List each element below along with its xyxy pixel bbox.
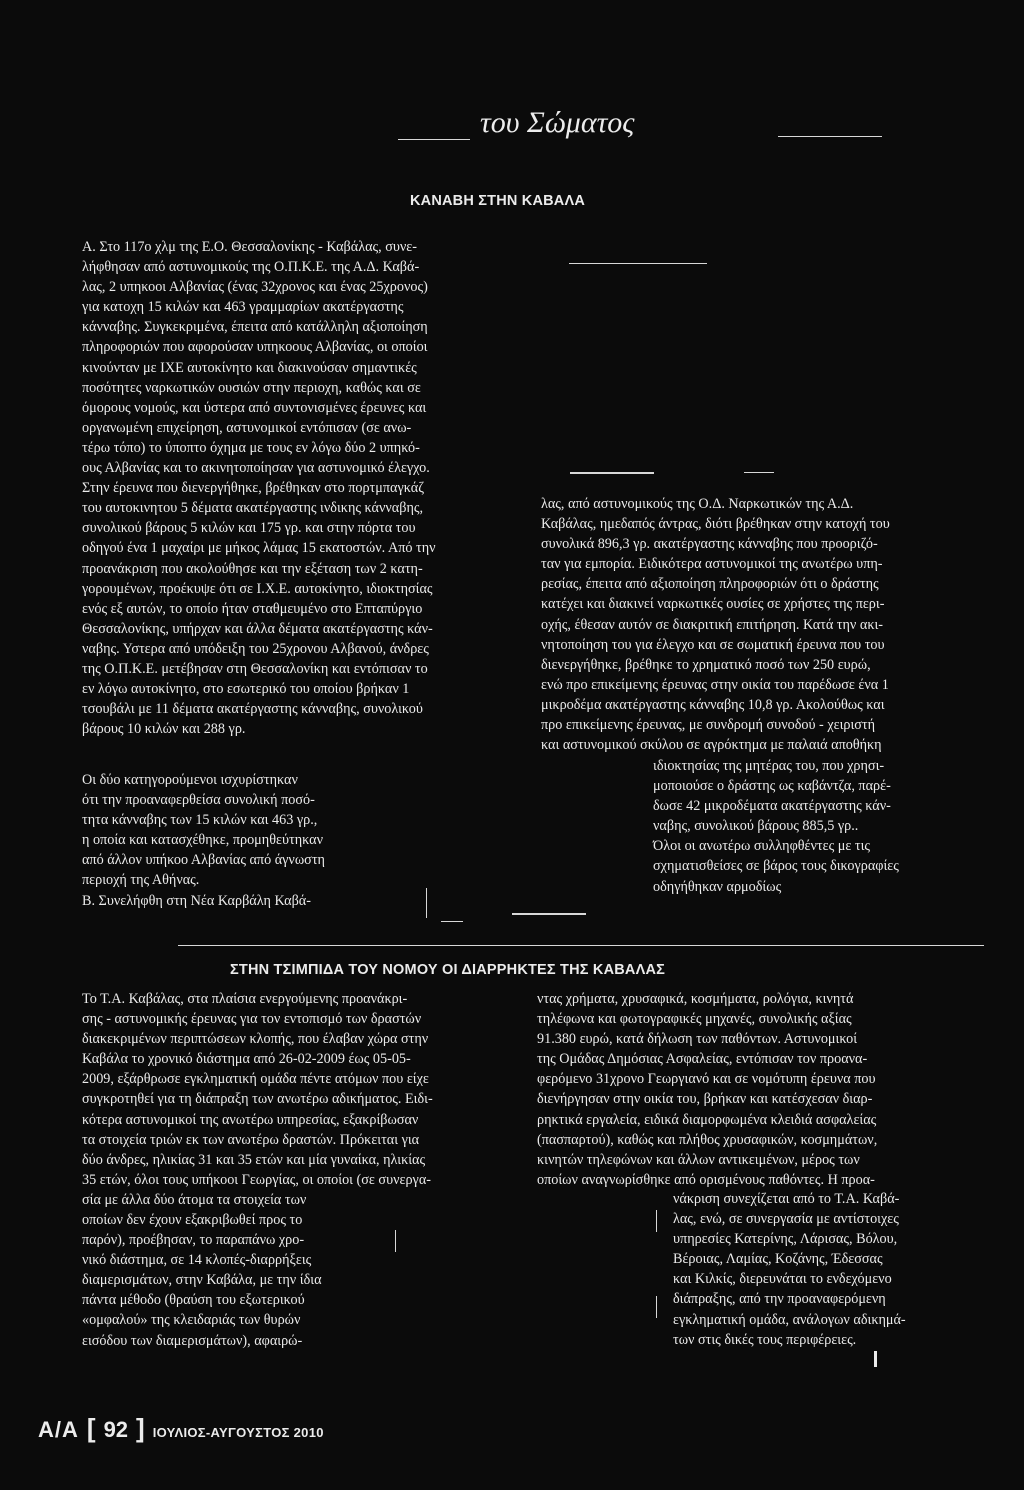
article1-end-rule-b	[441, 921, 463, 922]
text-line: νητοποίηση του για έλεγχο και σε σωματική έρευνα που του	[541, 636, 885, 653]
text-line: φερόμενο 31χρονο Γεωργιανό και σε νομότυπη έρευνα που	[537, 1071, 876, 1088]
footer-page-number: 92	[103, 1417, 129, 1442]
text-line: δύο άνδρες, ηλικίας 31 και 35 ετών και μία γυναίκα, ηλικίας	[82, 1151, 426, 1168]
text-line: οχής, έθεσαν αυτόν σε διακριτική επιτήρηση. Κατά την ακι-	[541, 616, 884, 633]
text-line: εγκληματική ομάδα, ανάλογων αδικημά-	[673, 1311, 906, 1328]
header-title: του Σώματος	[480, 106, 635, 139]
article1-right-top-rule	[569, 263, 707, 264]
text-line: κατέχει και διακινεί ναρκωτικές ουσίες σε χρήστες της περι-	[541, 596, 885, 613]
text-line: σης - αστυνομικής έρευνας για τον εντοπισμό των δραστών	[82, 1011, 422, 1028]
text-line: για κατοχη 15 κιλών και 463 γραμμαρίων ακατέργαστης	[82, 299, 404, 316]
text-line: σχηματισθείσες σε βάρος τους δικογραφίες	[653, 858, 899, 875]
text-line: Οι δύο κατηγορούμενοι ισχυρίστηκαν	[82, 772, 298, 788]
text-line: και Κιλκίς, διερευνάται το ενδεχόμενο	[673, 1271, 892, 1288]
text-line: συγκροτηθεί για τη διάπραξη των ανωτέρω αδικήματος. Ειδι-	[82, 1091, 433, 1108]
text-line: η οποία και κατασχέθηκε, προμηθεύτηκαν	[82, 832, 323, 849]
text-line: ταν για εμπορία. Ειδικότερα αστυνομικοί της ανωτέρω υπη-	[541, 556, 883, 573]
text-line: ρεσίας, έπειτα από αξιοποίηση πληροφοριών ότι ο δράστης	[541, 576, 879, 593]
text-line: λας, από αστυνομικούς της Ο.Δ. Ναρκωτικών της Α.Δ.	[541, 496, 854, 512]
article1-text-wrap-bar	[426, 888, 427, 918]
text-line: τα στοιχεία τριών εκ των ανωτέρω δραστών. Πρόκειται για	[82, 1131, 420, 1148]
text-line: Στην έρευνα που διενεργήθηκε, βρέθηκαν στο πορτμπαγκάζ	[82, 480, 425, 497]
text-line: διαμερισμάτων, στην Καβάλα, με την ίδια	[82, 1272, 322, 1289]
footer	[38, 1413, 324, 1444]
text-line: ότι την προαναφερθείσα συνολική ποσό-	[82, 792, 315, 809]
text-line: πάντα μέθοδο (θραύση του εξωτερικού	[82, 1292, 305, 1309]
text-line: κινούνταν με ΙΧΕ αυτοκίνητο και διακινούσαν σημαντικές	[82, 359, 417, 376]
text-line: της Ο.Π.Κ.Ε. μετέβησαν στη Θεσσαλονίκη και εντόπισαν το	[82, 660, 428, 677]
text-line: δωσε 42 μικροδέματα ακατέργαστης κάν-	[653, 798, 891, 815]
text-line: παρόν), προέβησαν, το παραπάνω χρο-	[82, 1232, 305, 1249]
text-line: από άλλον υπήκοο Αλβανίας από άγνωστη	[82, 852, 325, 869]
article1-end-rule-a	[512, 913, 586, 915]
text-line: ναβης. Υστερα από υπόδειξη του 25χρονου Αλβανού, άνδρες	[82, 640, 429, 657]
text-line: υπηρεσίες Κατερίνης, Λάρισας, Βόλου,	[673, 1231, 898, 1248]
article1-right-column-continued	[653, 756, 982, 897]
text-line: ποσότητες ναρκωτικών ουσιών στην περιοχη, καθώς και σε	[82, 379, 421, 396]
text-line: κότερα αστυνομικοί της ανωτέρω υπηρεσίας, εξακρίβωσαν	[82, 1111, 419, 1128]
text-line: όμορους νομούς, και ύστερα από συντονισμένες έρευνες και	[82, 399, 427, 416]
text-line: λήφθησαν από αστυνομικούς της Ο.Π.Κ.Ε. της Α.Δ. Καβά-	[82, 259, 420, 276]
text-line: της Ομάδας Δημόσιας Ασφαλείας, εντόπισαν τον προανα-	[537, 1051, 868, 1068]
text-line: εν λόγω αυτοκίνητο, στο εσωτερικό του οποίου βρήκαν 1	[82, 681, 410, 698]
text-line: διάπραξης, από την προαναφερόμενη	[673, 1291, 886, 1308]
text-line: σία με άλλα δύο άτομα τα στοιχεία των	[82, 1191, 307, 1208]
text-line: 2009, εξάρθρωσε εγκληματική ομάδα πέντε ατόμων που είχε	[82, 1071, 429, 1088]
text-line: τητα κάνναβης των 15 κιλών και 463 γρ.,	[82, 812, 318, 829]
article2-right-column	[537, 989, 981, 1190]
text-line: ενός εξ αυτών, το οποίο ήταν σταθμευμένο στο Επταπύργιο	[82, 600, 423, 617]
section-divider	[178, 945, 984, 946]
text-line: οδηγού ένα 1 μαχαίρι με μήκος λάμας 15 εκατοστών. Από την	[82, 540, 436, 557]
text-line: 35 ετών, όλοι τους υπήκοοι Γεωργίας, οι οποίοι (σε συνεργα-	[82, 1171, 431, 1188]
text-line: του αυτοκινητου 5 δέματα ακατέργαστης ινδικης κάνναβης,	[82, 500, 424, 517]
text-line: τηλέφωνα και φωτογραφικές μηχανές, συνολικής αξίας	[537, 1011, 852, 1028]
header-rule-right	[778, 136, 882, 137]
article1-left-column	[82, 237, 524, 739]
text-line: Θεσσαλονίκης, υπήρχαν και άλλα δέματα ακατέργαστης κάν-	[82, 620, 433, 637]
header-rule-left	[398, 139, 470, 140]
text-line: ενώ προ επικείμενης έρευνας στην οικία του παρέδωσε ένα 1	[541, 676, 889, 693]
text-line: ρηκτικά εργαλεία, ειδικά διαμορφωμένα κλειδιά ασφαλείας	[537, 1111, 877, 1128]
footer-bracket-open: [	[86, 1413, 96, 1443]
text-line: Όλοι οι ανωτέρω συλληφθέντες με τις	[653, 838, 871, 855]
article2-left-bar	[395, 1230, 396, 1252]
text-line: περιοχή της Αθήνας.	[82, 872, 200, 889]
text-line: (πασπαρτού), καθώς και πλήθος χρυσαφικών, κοσμημάτων,	[537, 1131, 878, 1148]
text-line: Β. Συνελήφθη στη Νέα Καρβάλη Καβά-	[82, 892, 311, 909]
article2-left-column-continued	[82, 1210, 386, 1351]
text-line: συνολικά 896,3 γρ. ακατέργαστης κάνναβης που προοριζό-	[541, 536, 878, 553]
text-line: νάκριση συνεχίζεται από το Τ.Α. Καβά-	[673, 1191, 900, 1207]
text-line: μοποιούσε ο δράστης ως καβάντζα, παρέ-	[653, 778, 891, 795]
article2-title: ΣΤΗΝ ΤΣΙΜΠΙΔΑ ΤΟΥ ΝΟΜΟΥ ΟΙ ΔΙΑΡΡΗΚΤΕΣ ΤΗΣ ΚΑΒΑΛΑΣ	[230, 962, 666, 978]
footer-brand: Α/Α	[38, 1417, 79, 1442]
end-of-article-mark	[870, 1351, 877, 1367]
article1-title: ΚΑΝΑΒΗ ΣΤΗΝ ΚΑΒΑΛΑ	[410, 193, 586, 209]
text-line: των στις δικές τους περιφέρειες.	[673, 1331, 857, 1348]
text-line: οργανωμένη επιχείρηση, αστυνομικοί εντόπισαν (σε ανω-	[82, 419, 412, 436]
article1-right-column	[541, 494, 982, 755]
article2-right-bar-a	[656, 1210, 657, 1232]
text-line: κάνναβης. Συγκεκριμένα, έπειτα από κατάλληλη αξιοποίηση	[82, 319, 428, 336]
article1-right-rule-b	[744, 472, 774, 473]
text-line: ους Αλβανίας και το ακινητοποίησαν για αστυνομικό έλεγχο.	[82, 460, 430, 477]
text-line: κινητών τηλεφώνων και άλλων αντικειμένων, μέρος των	[537, 1151, 860, 1168]
text-line: Καβάλα το χρονικό διάστημα από 26-02-2009 έως 05-05-	[82, 1051, 411, 1068]
article2-right-column-continued	[673, 1189, 981, 1350]
text-line: εισόδου των διαμερισμάτων), αφαιρώ-	[82, 1332, 303, 1349]
text-line: μικροδέμα ακατέργαστης κάνναβης 10,8 γρ. Ακολούθως και	[541, 696, 885, 713]
text-line: τέρω τόπο) το ύποπτο όχημα με τους εν λόγω δύο 2 υπηκό-	[82, 439, 420, 456]
text-line: τσουβάλι με 11 δέματα ακατέργαστης κάνναβης, συνολικού	[82, 701, 423, 718]
article2-left-column	[82, 989, 526, 1210]
article2-right-bar-b	[656, 1296, 657, 1318]
text-line: λας, 2 υπηκοοι Αλβανίας (ένας 32χρονος και ένας 25χρονος)	[82, 279, 428, 296]
text-line: Το Τ.Α. Καβάλας, στα πλαίσια ενεργούμενης προανάκρι-	[82, 991, 408, 1007]
text-line: Βέροιας, Λαμίας, Κοζάνης, Έδεσσας	[673, 1251, 883, 1268]
text-line: λας, ενώ, σε συνεργασία με αντίστοιχες	[673, 1211, 899, 1228]
article1-left-column-continued	[82, 770, 390, 911]
text-line: Καβάλας, ημεδαπός άντρας, διότι βρέθηκαν στην κατοχή του	[541, 516, 890, 533]
text-line: προανάκριση που ακολούθησε και την εξέταση των 2 κατη-	[82, 560, 423, 577]
text-line: ιδιοκτησίας της μητέρας του, που χρησι-	[653, 758, 885, 774]
text-line: οποίων αναγνωρίσθηκε από ορισμένους παθόντες. Η προα-	[537, 1171, 875, 1188]
text-line: ντας χρήματα, χρυσαφικά, κοσμήματα, ρολόγια, κινητά	[537, 991, 854, 1007]
text-line: προ επικείμενης έρευνας, με συνδρομή συνοδού - χειριστή	[541, 717, 876, 734]
text-line: πληροφοριών που αφορούσαν υπηκοους Αλβανίας, οι οποίοι	[82, 339, 428, 356]
text-line: Α. Στο 117ο χλμ της Ε.Ο. Θεσσαλονίκης - Καβάλας, συνε-	[82, 239, 417, 255]
text-line: βάρους 10 κιλών και 288 γρ.	[82, 721, 246, 738]
text-line: οδηγήθηκαν αρμοδίως	[653, 878, 782, 895]
text-line: διακεκριμένων περιπτώσεων κλοπής, που έλαβαν χώρα στην	[82, 1031, 429, 1048]
text-line: 91.380 ευρώ, κατά δήλωση των παθόντων. Αστυνομικοί	[537, 1031, 858, 1048]
text-line: νικό διάστημα, σε 14 κλοπές-διαρρήξεις	[82, 1252, 312, 1269]
text-line: συνολικού βάρους 5 κιλών και 175 γρ. και στην πόρτα του	[82, 520, 416, 537]
text-line: και αστυνομικού σκύλου σε αγρόκτημα με παλαιά αποθήκη	[541, 737, 882, 754]
text-line: διενήργησαν στην οικία του, βρήκαν και κατέσχεσαν διαρ-	[537, 1091, 873, 1108]
text-line: οποίων δεν έχουν εξακριβωθεί προς το	[82, 1212, 303, 1228]
text-line: διενεργήθηκε, βρέθηκε το χρηματικό ποσό των 250 ευρώ,	[541, 656, 871, 673]
text-line: «ομφαλού» της κλειδαριάς των θυρών	[82, 1312, 301, 1329]
text-line: γορουμένων, προέκυψε ότι σε Ι.Χ.Ε. αυτοκίνητο, ιδιοκτησίας	[82, 580, 433, 597]
footer-issue: ΙΟΥΛΙΟΣ-ΑΥΓΟΥΣΤΟΣ 2010	[152, 1425, 324, 1440]
footer-bracket-close: ]	[136, 1413, 145, 1443]
text-line: ναβης, συνολικού βάρους 885,5 γρ..	[653, 818, 859, 835]
article1-right-rule-a	[570, 472, 654, 474]
